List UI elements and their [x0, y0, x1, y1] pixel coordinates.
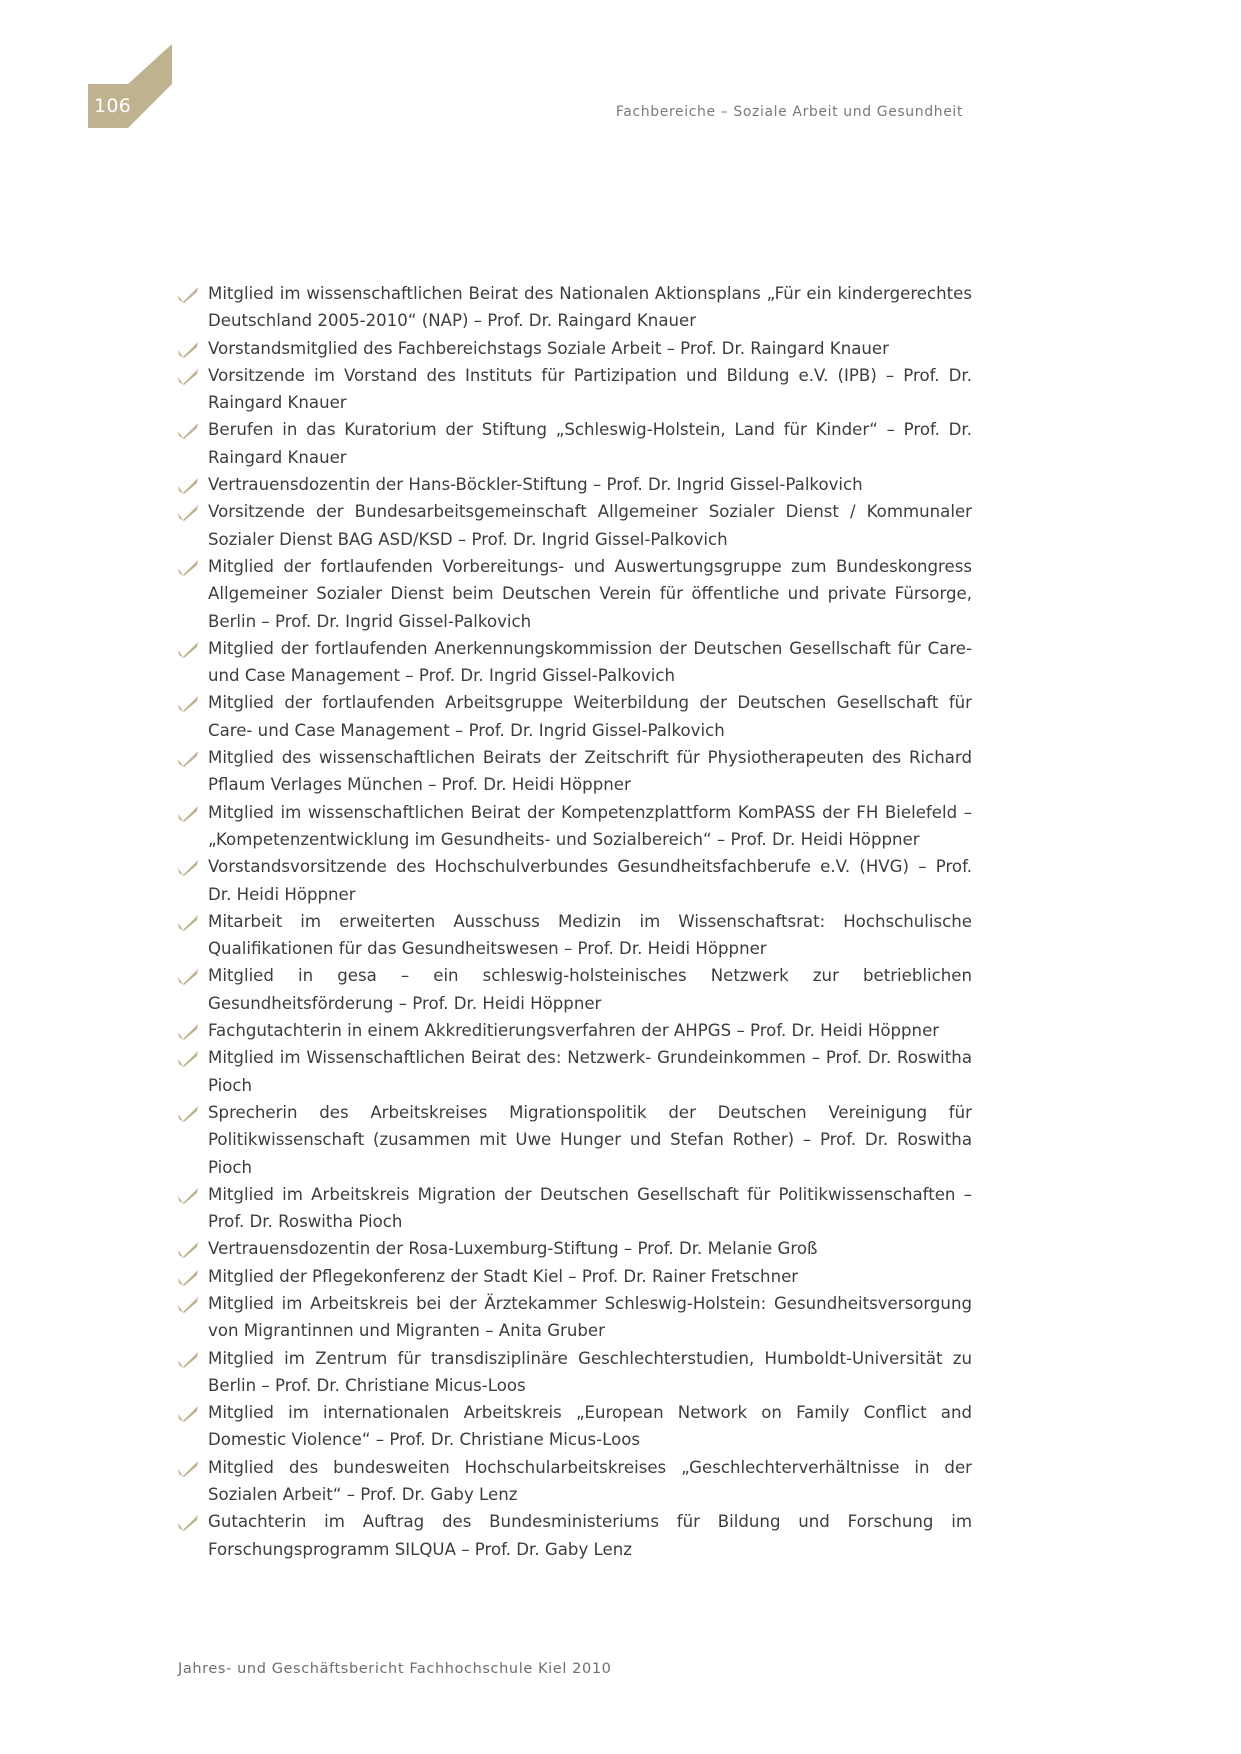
running-header: Fachbereiche – Soziale Arbeit und Gesundheit [615, 104, 963, 120]
list-item [177, 362, 972, 417]
list-item-text: Mitglied des wissenschaftlichen Beirats der Zeitschrift für Physiotherapeuten des Richard Pflaum Verlages München – Prof. Dr. Heidi Höppner [208, 748, 972, 795]
list-item-text: Fachgutachterin in einem Akkreditierungsverfahren der AHPGS – Prof. Dr. Heidi Höppner [208, 1021, 940, 1041]
page-number: 106 [94, 95, 132, 117]
checkmark-icon [177, 504, 199, 521]
list-item-text: Mitglied im Arbeitskreis Migration der Deutschen Gesellschaft für Politikwissenschaften – Prof. Dr. Roswitha Pioch [208, 1184, 972, 1232]
list-item-text: Vorstandsvorsitzende des Hochschulverbundes Gesundheitsfachberufe e.V. (HVG) – Prof. Dr. Heidi Höppner [208, 857, 972, 904]
list-item [177, 1508, 972, 1563]
list-item-text: Mitglied im Wissenschaftlichen Beirat des: Netzwerk- Grundeinkommen – Prof. Dr. Roswitha Pioch [208, 1048, 972, 1095]
checkmark-icon [177, 914, 199, 931]
list-item [177, 908, 972, 963]
list-item [177, 416, 972, 471]
list-item [177, 1017, 972, 1044]
list-item-text: Mitglied im Zentrum für transdisziplinäre Geschlechterstudien, Humboldt-Universität zu Berlin – Prof. Dr. Christiane Micus-Loos [208, 1348, 972, 1395]
list-item-text: Mitglied im wissenschaftlichen Beirat des Nationalen Aktionsplans „Für ein kindergerechtes Deutschland 2005-2010“ (NAP) – Prof. Dr. Raingard Knauer [208, 284, 972, 331]
list-item-text: Gutachterin im Auftrag des Bundesministeriums für Bildung und Forschung im Forschungsprogramm SILQUA – Prof. Dr. Gaby Lenz [208, 1512, 972, 1559]
list-item [177, 498, 972, 553]
checkmark-icon [177, 559, 199, 576]
list-item [177, 1345, 972, 1400]
list-item [177, 962, 972, 1017]
list-item-text: Vorsitzende der Bundesarbeitsgemeinschaft Allgemeiner Sozialer Dienst / Kommunaler Sozialer Dienst BAG ASD/KSD – Prof. Dr. Ingrid Gissel-Palkovich [208, 502, 972, 549]
list-item [177, 689, 972, 744]
page-footer: Jahres- und Geschäftsbericht Fachhochschule Kiel 2010 [178, 1661, 612, 1677]
list-item [177, 335, 972, 362]
list-item [177, 280, 972, 335]
checkmark-icon [177, 422, 199, 439]
main-content [177, 280, 972, 1563]
list-item-text: Vertrauensdozentin der Rosa-Luxemburg-Stiftung – Prof. Dr. Melanie Groß [208, 1239, 818, 1259]
checkmark-icon [177, 1296, 199, 1313]
checkmark-icon [177, 1405, 199, 1422]
checkmark-icon [177, 1023, 199, 1040]
list-item [177, 853, 972, 908]
list-item-text: Sprecherin des Arbeitskreises Migrationspolitik der Deutschen Vereinigung für Politikwissenschaft (zusammen mit Uwe Hunger und Stefan Rother) – Prof. Dr. Roswitha Pioch [208, 1102, 972, 1177]
checkmark-icon [177, 341, 199, 358]
list-item [177, 1263, 972, 1290]
list-item-text: Mitglied im wissenschaftlichen Beirat der Kompetenzplattform KomPASS der FH Bielefeld – „Kompetenzentwicklung im Gesundheits- und Sozialbereich“ – Prof. Dr. Heidi Höppner [208, 802, 972, 849]
list-item [177, 553, 972, 635]
list-item [177, 1290, 972, 1345]
list-item-text: Mitarbeit im erweiterten Ausschuss Medizin im Wissenschaftsrat: Hochschulische Qualifikationen für das Gesundheitswesen – Prof. Dr. Heidi Höppner [208, 911, 972, 959]
checkmark-icon [177, 641, 199, 658]
checkmark-icon [177, 1187, 199, 1204]
checkmark-icon [177, 368, 199, 385]
list-item-text: Mitglied im Arbeitskreis bei der Ärztekammer Schleswig-Holstein: Gesundheitsversorgung von Migrantinnen und Migranten – Anita Gruber [208, 1293, 972, 1341]
list-item-text: Vertrauensdozentin der Hans-Böckler-Stiftung – Prof. Dr. Ingrid Gissel-Palkovich [208, 475, 863, 495]
list-item-text: Vorsitzende im Vorstand des Instituts für Partizipation und Bildung e.V. (IPB) – Prof. Dr. Raingard Knauer [208, 365, 972, 413]
checkmark-icon [177, 805, 199, 822]
list-item-text: Mitglied der Pflegekonferenz der Stadt Kiel – Prof. Dr. Rainer Fretschner [208, 1266, 799, 1286]
list-item-text: Vorstandsmitglied des Fachbereichstags Soziale Arbeit – Prof. Dr. Raingard Knauer [208, 338, 889, 358]
checkmark-icon [177, 1241, 199, 1258]
checkmark-icon [177, 968, 199, 985]
list-item [177, 1181, 972, 1236]
checkmark-icon [177, 1460, 199, 1477]
checkmark-icon [177, 1105, 199, 1122]
checkmark-icon [177, 1514, 199, 1531]
checkmark-icon [177, 859, 199, 876]
list-item [177, 1235, 972, 1262]
activity-list [177, 280, 972, 1563]
list-item [177, 1454, 972, 1509]
list-item [177, 1044, 972, 1099]
checkmark-icon [177, 1351, 199, 1368]
list-item [177, 799, 972, 854]
list-item [177, 1099, 972, 1181]
list-item-text: Mitglied der fortlaufenden Anerkennungskommission der Deutschen Gesellschaft für Care- und Case Management – Prof. Dr. Ingrid Gissel-Palkovich [208, 638, 972, 686]
list-item [177, 471, 972, 498]
checkmark-icon [177, 1269, 199, 1286]
list-item [177, 1399, 972, 1454]
list-item [177, 744, 972, 799]
list-item-text: Mitglied der fortlaufenden Arbeitsgruppe Weiterbildung der Deutschen Gesellschaft für Care- und Case Management – Prof. Dr. Ingrid Gissel-Palkovich [208, 693, 972, 740]
checkmark-icon [177, 1050, 199, 1067]
checkmark-icon [177, 695, 199, 712]
list-item-text: Mitglied der fortlaufenden Vorbereitungs- und Auswertungsgruppe zum Bundeskongress Allgemeiner Sozialer Dienst beim Deutschen Verein für öffentliche und private Fürsorge, Berlin – Prof. Dr. Ingrid Gissel-Palkovich [208, 556, 972, 631]
checkmark-icon [177, 286, 199, 303]
list-item-text: Mitglied im internationalen Arbeitskreis „European Network on Family Conflict and Domestic Violence“ – Prof. Dr. Christiane Micus-Loos [208, 1403, 972, 1450]
list-item-text: Mitglied in gesa – ein schleswig-holsteinisches Netzwerk zur betrieblichen Gesundheitsförderung – Prof. Dr. Heidi Höppner [208, 966, 972, 1013]
checkmark-icon [177, 477, 199, 494]
list-item-text: Berufen in das Kuratorium der Stiftung „Schleswig-Holstein, Land für Kinder“ – Prof. Dr. Raingard Knauer [208, 420, 972, 467]
checkmark-icon [177, 750, 199, 767]
list-item [177, 635, 972, 690]
list-item-text: Mitglied des bundesweiten Hochschularbeitskreises „Geschlechterverhältnisse in der Sozialen Arbeit“ – Prof. Dr. Gaby Lenz [208, 1457, 972, 1505]
